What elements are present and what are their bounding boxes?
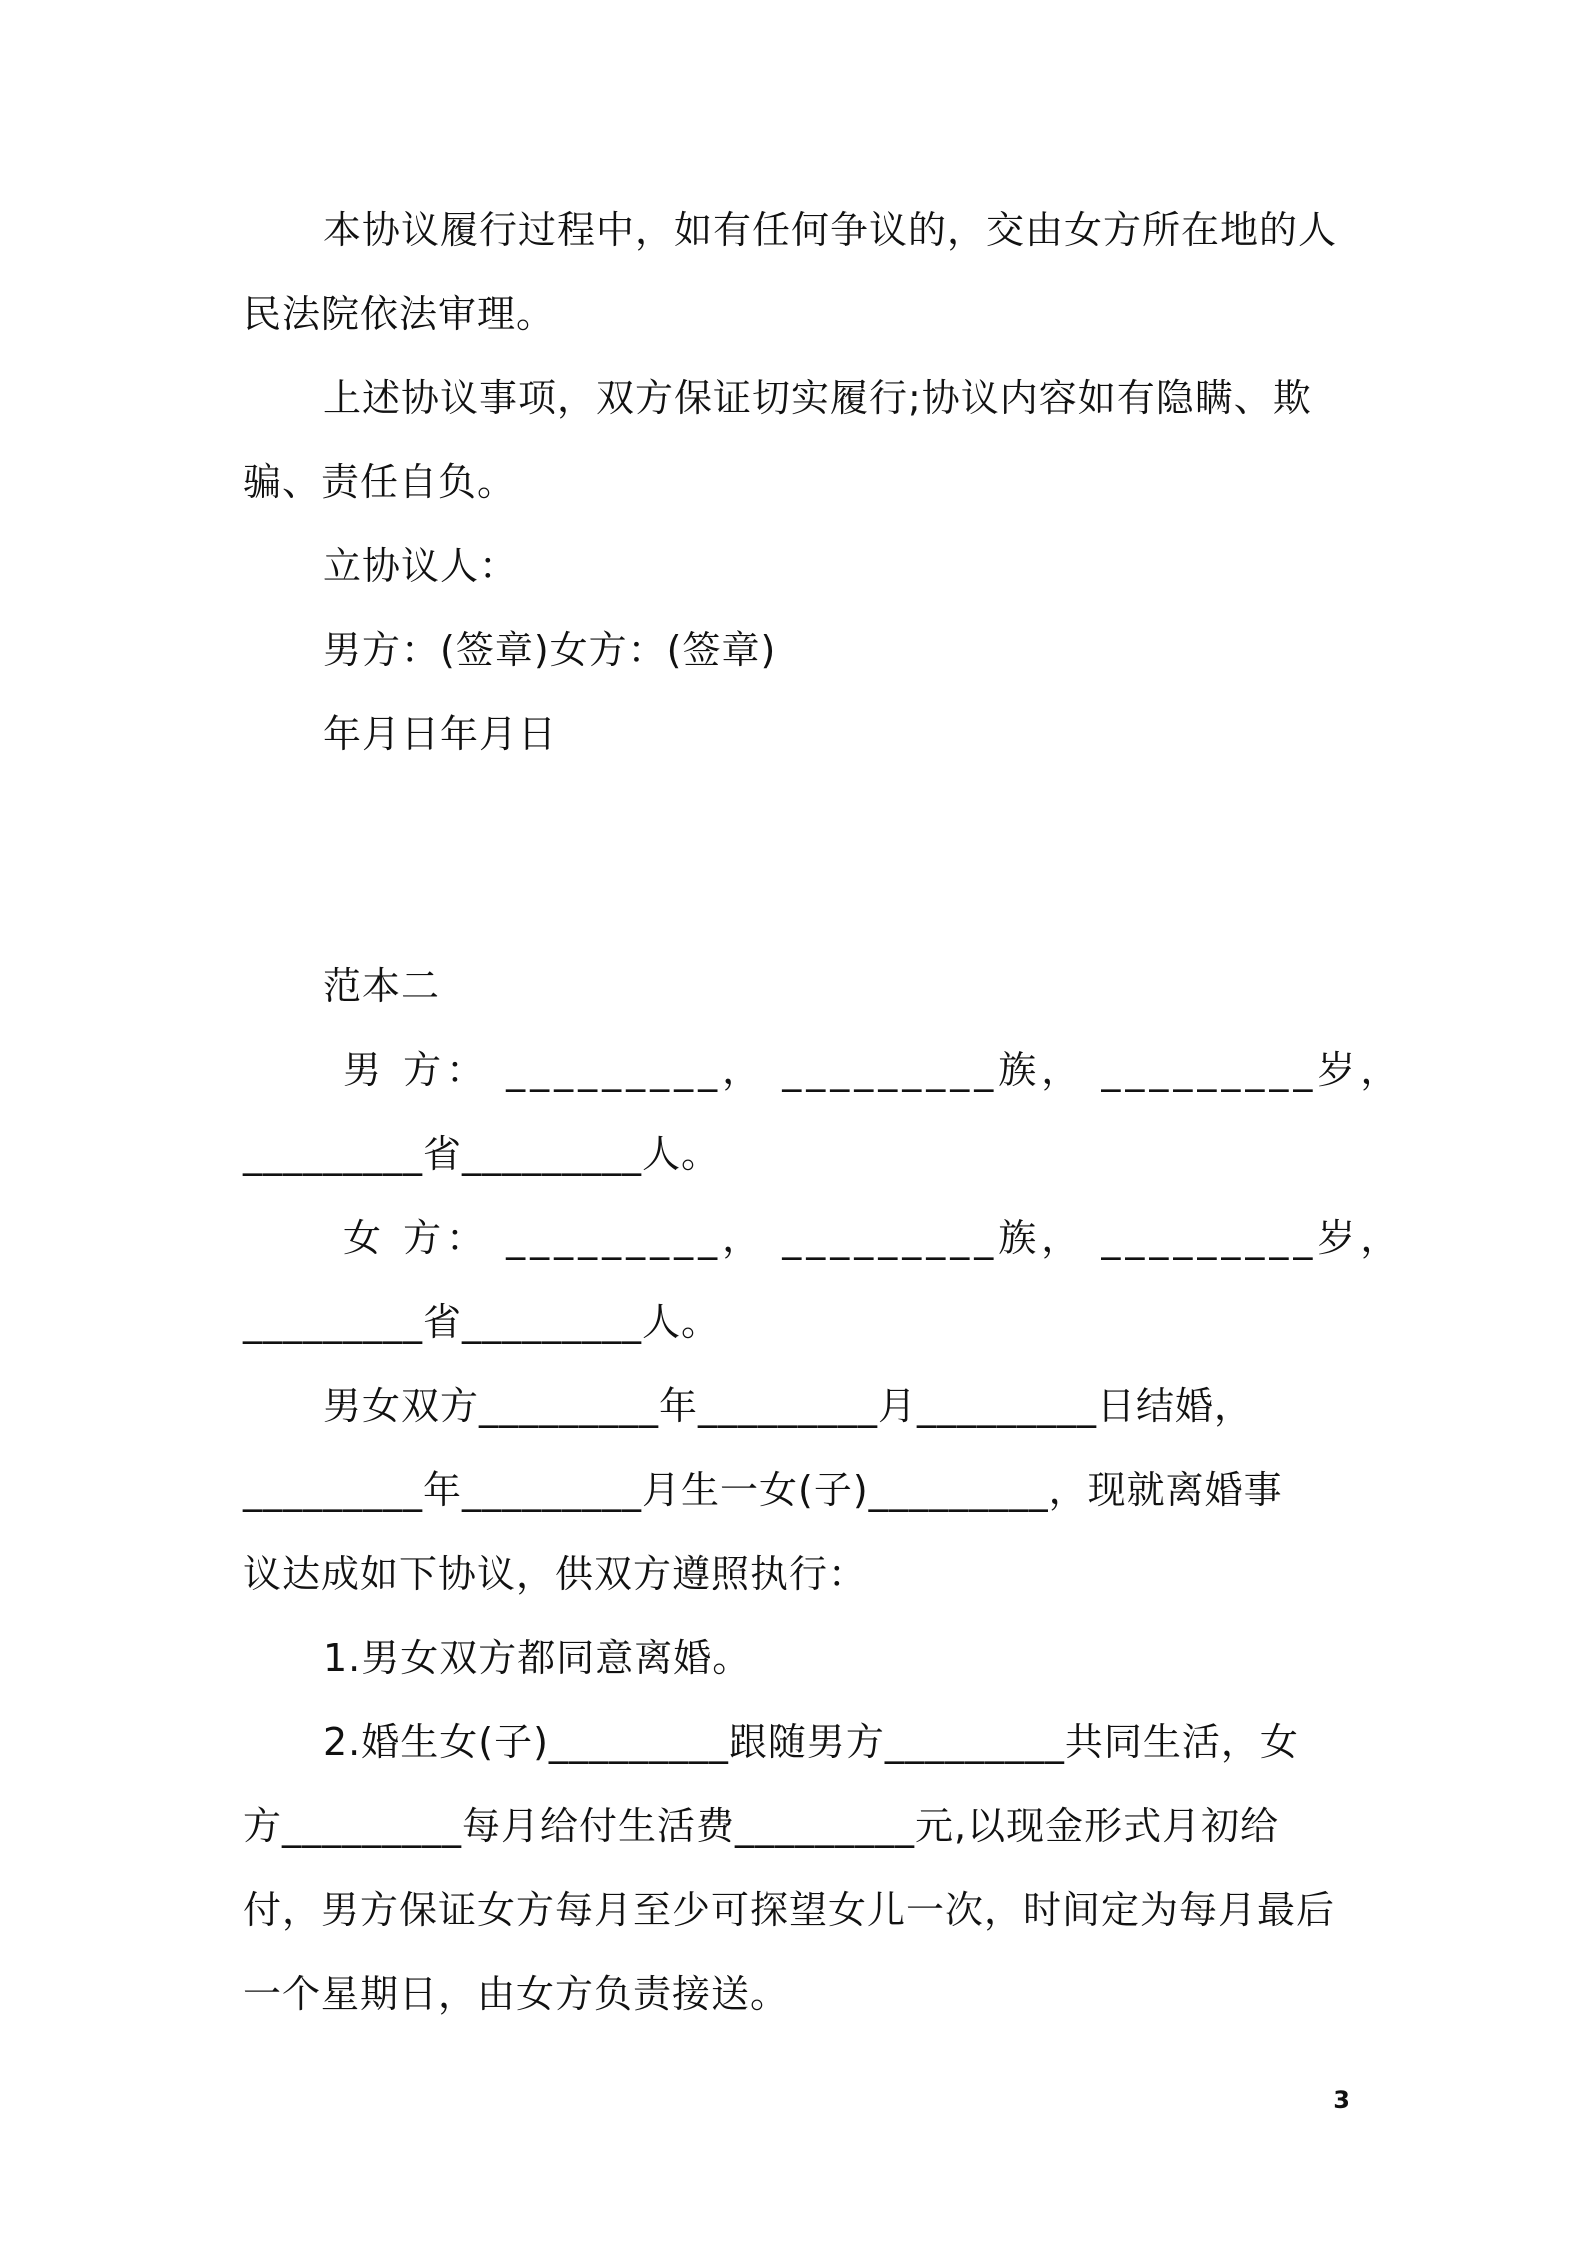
male-party-line-1: 男 方： _________， _________族， _________岁，	[343, 1048, 1404, 1092]
female-party-line-2: _________省_________人。	[243, 1300, 721, 1344]
paragraph-guarantee-line-2: 骗、责任自负。	[243, 460, 517, 504]
section-title: 范本二	[323, 964, 441, 1008]
paragraph-dispute-line-2: 民法院依法审理。	[243, 292, 556, 336]
paragraph-dispute-line-1: 本协议履行过程中，如有任何争议的，交由女方所在地的人	[323, 208, 1338, 252]
paragraph-guarantee-line-1: 上述协议事项，双方保证切实履行;协议内容如有隐瞒、欺	[323, 376, 1312, 420]
male-party-line-2: _________省_________人。	[243, 1132, 721, 1176]
date-line: 年月日年月日	[323, 712, 558, 756]
clause-2-line-2: 方_________每月给付生活费_________元,以现金形式月初给	[243, 1804, 1280, 1848]
clause-2-line-1: 2.婚生女(子)_________跟随男方_________共同生活，女	[323, 1720, 1299, 1764]
clause-1: 1.男女双方都同意离婚。	[323, 1636, 752, 1680]
marriage-line-3: 议达成如下协议，供双方遵照执行：	[243, 1552, 868, 1596]
page-number: 3	[1333, 2086, 1350, 2114]
marriage-line-2: _________年_________月生一女(子)_________，现就离婚事	[243, 1468, 1283, 1512]
signatory-label: 立协议人：	[323, 544, 519, 588]
signature-line: 男方：(签章)女方：(签章)	[323, 628, 777, 672]
marriage-line-1: 男女双方_________年_________月_________日结婚，	[323, 1384, 1254, 1428]
clause-2-line-4: 一个星期日，由女方负责接送。	[243, 1972, 790, 2016]
clause-2-line-3: 付，男方保证女方每月至少可探望女儿一次，时间定为每月最后	[243, 1888, 1336, 1932]
female-party-line-1: 女 方： _________， _________族， _________岁，	[343, 1216, 1404, 1260]
